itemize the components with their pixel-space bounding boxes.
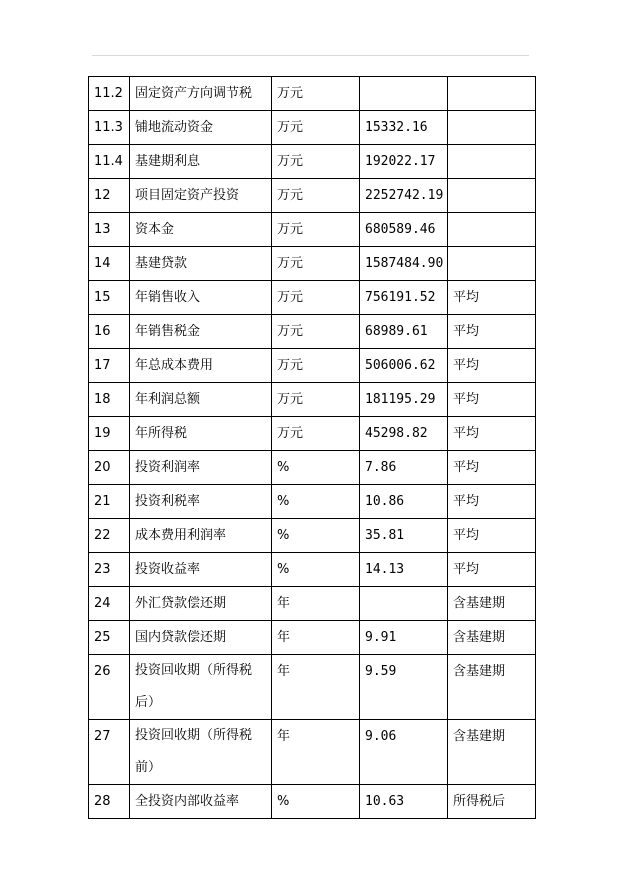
row-item: 资本金 — [130, 213, 272, 247]
row-unit: % — [272, 451, 360, 485]
row-value: 506006.62 — [360, 349, 448, 383]
row-value: 45298.82 — [360, 417, 448, 451]
page-header-rule — [92, 55, 529, 56]
table-row — [89, 179, 536, 213]
row-unit: % — [272, 553, 360, 587]
row-item: 基建期利息 — [130, 145, 272, 179]
table-row — [89, 213, 536, 247]
row-value: 68989.61 — [360, 315, 448, 349]
row-unit: % — [272, 519, 360, 553]
table-row — [89, 281, 536, 315]
row-number: 23 — [89, 553, 130, 587]
row-number: 17 — [89, 349, 130, 383]
row-item: 投资回收期（所得税前） — [130, 720, 272, 785]
row-unit: 年 — [272, 587, 360, 621]
row-value: 10.86 — [360, 485, 448, 519]
row-note: 含基建期 — [448, 655, 536, 720]
table-row — [89, 417, 536, 451]
row-note — [448, 247, 536, 281]
row-value: 2252742.19 — [360, 179, 448, 213]
row-note — [448, 145, 536, 179]
row-number: 26 — [89, 655, 130, 720]
row-note: 平均 — [448, 315, 536, 349]
row-number: 11.3 — [89, 111, 130, 145]
row-value: 10.63 — [360, 785, 448, 819]
row-number: 21 — [89, 485, 130, 519]
row-value: 9.91 — [360, 621, 448, 655]
row-note — [448, 111, 536, 145]
row-unit: 万元 — [272, 383, 360, 417]
row-unit: 年 — [272, 720, 360, 785]
row-item: 基建贷款 — [130, 247, 272, 281]
row-note — [448, 77, 536, 111]
row-value: 192022.17 — [360, 145, 448, 179]
row-item: 铺地流动资金 — [130, 111, 272, 145]
indicator-table — [88, 76, 536, 819]
row-value: 1587484.90 — [360, 247, 448, 281]
row-item: 投资回收期（所得税后） — [130, 655, 272, 720]
row-value: 9.59 — [360, 655, 448, 720]
table-row — [89, 785, 536, 819]
row-note: 所得税后 — [448, 785, 536, 819]
row-note — [448, 179, 536, 213]
row-unit: 万元 — [272, 247, 360, 281]
row-note: 含基建期 — [448, 720, 536, 785]
row-value: 756191.52 — [360, 281, 448, 315]
table-row — [89, 111, 536, 145]
row-item: 投资利税率 — [130, 485, 272, 519]
table-row — [89, 145, 536, 179]
row-value: 14.13 — [360, 553, 448, 587]
row-item: 年利润总额 — [130, 383, 272, 417]
row-number: 22 — [89, 519, 130, 553]
row-unit: 万元 — [272, 111, 360, 145]
row-unit: % — [272, 485, 360, 519]
row-number: 25 — [89, 621, 130, 655]
table-row — [89, 349, 536, 383]
row-note: 平均 — [448, 383, 536, 417]
row-value: 15332.16 — [360, 111, 448, 145]
row-value: 680589.46 — [360, 213, 448, 247]
row-number: 24 — [89, 587, 130, 621]
row-item: 投资收益率 — [130, 553, 272, 587]
row-note: 平均 — [448, 281, 536, 315]
table-row — [89, 553, 536, 587]
row-number: 11.4 — [89, 145, 130, 179]
row-value: 7.86 — [360, 451, 448, 485]
row-note: 含基建期 — [448, 587, 536, 621]
row-value: 181195.29 — [360, 383, 448, 417]
table-row — [89, 720, 536, 785]
table-row — [89, 77, 536, 111]
row-value — [360, 77, 448, 111]
row-item: 成本费用利润率 — [130, 519, 272, 553]
row-unit: 年 — [272, 621, 360, 655]
table-row — [89, 587, 536, 621]
row-number: 28 — [89, 785, 130, 819]
table-row — [89, 315, 536, 349]
row-item: 外汇贷款偿还期 — [130, 587, 272, 621]
table-row — [89, 485, 536, 519]
table-row — [89, 247, 536, 281]
table-row — [89, 383, 536, 417]
row-unit: 万元 — [272, 179, 360, 213]
indicator-table-body — [89, 77, 536, 819]
row-item: 年销售收入 — [130, 281, 272, 315]
row-note: 含基建期 — [448, 621, 536, 655]
row-note: 平均 — [448, 553, 536, 587]
row-unit: 万元 — [272, 77, 360, 111]
row-number: 27 — [89, 720, 130, 785]
row-unit: 万元 — [272, 349, 360, 383]
row-unit: 万元 — [272, 145, 360, 179]
row-item: 年所得税 — [130, 417, 272, 451]
row-number: 19 — [89, 417, 130, 451]
row-number: 12 — [89, 179, 130, 213]
row-note: 平均 — [448, 417, 536, 451]
row-item: 年销售税金 — [130, 315, 272, 349]
row-unit: 万元 — [272, 315, 360, 349]
row-item: 固定资产方向调节税 — [130, 77, 272, 111]
row-note: 平均 — [448, 485, 536, 519]
row-value: 9.06 — [360, 720, 448, 785]
row-unit: 万元 — [272, 417, 360, 451]
row-number: 13 — [89, 213, 130, 247]
table-row — [89, 519, 536, 553]
row-note: 平均 — [448, 349, 536, 383]
table-row — [89, 655, 536, 720]
table-row — [89, 451, 536, 485]
row-number: 18 — [89, 383, 130, 417]
table-row — [89, 621, 536, 655]
row-value: 35.81 — [360, 519, 448, 553]
row-item: 国内贷款偿还期 — [130, 621, 272, 655]
row-unit: % — [272, 785, 360, 819]
row-item: 项目固定资产投资 — [130, 179, 272, 213]
row-note — [448, 213, 536, 247]
row-item: 年总成本费用 — [130, 349, 272, 383]
row-number: 20 — [89, 451, 130, 485]
row-item: 投资利润率 — [130, 451, 272, 485]
row-number: 14 — [89, 247, 130, 281]
row-item: 全投资内部收益率 — [130, 785, 272, 819]
row-note: 平均 — [448, 451, 536, 485]
row-value — [360, 587, 448, 621]
row-number: 15 — [89, 281, 130, 315]
row-number: 16 — [89, 315, 130, 349]
row-unit: 万元 — [272, 213, 360, 247]
row-note: 平均 — [448, 519, 536, 553]
row-unit: 年 — [272, 655, 360, 720]
row-unit: 万元 — [272, 281, 360, 315]
row-number: 11.2 — [89, 77, 130, 111]
